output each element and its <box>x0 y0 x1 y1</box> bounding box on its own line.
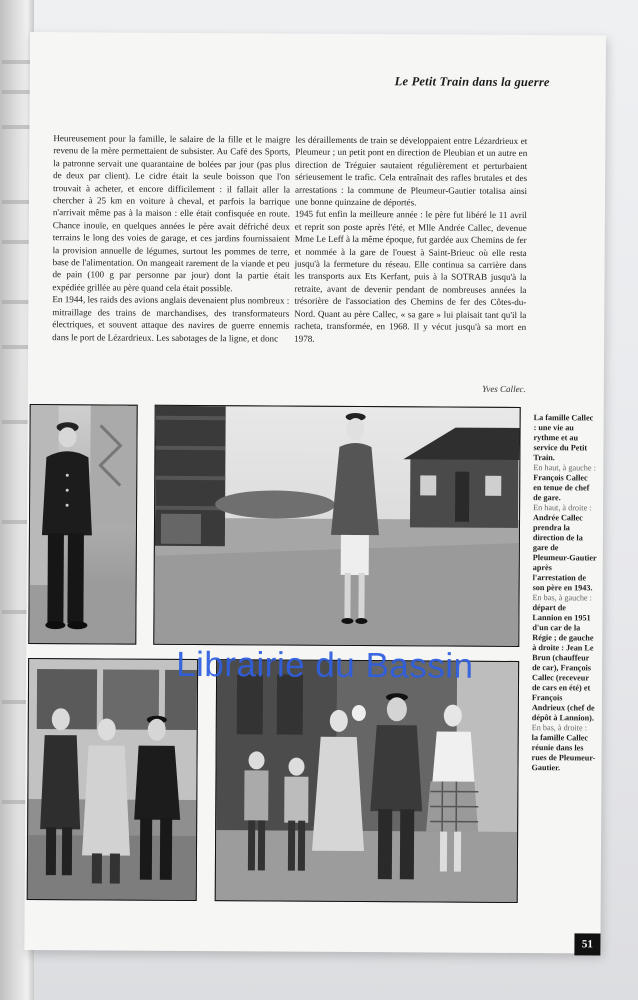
photo-bus-departure <box>27 658 198 901</box>
paragraph: En 1944, les raids des avions anglais devenaient plus nombreux : mitraillage des trains de marchandises, des transformateurs électriques, et souvent attaque des navires de guerre ennemis dans le port de Lézardrieux. Les sabotages de la ligne, et donc <box>52 294 290 344</box>
caption-line: En haut, à droite : <box>533 503 592 513</box>
caption-line: la famille Callec réunie dans les rues de Pleumeur-Gautier. <box>531 733 596 773</box>
page-number: 51 <box>574 933 600 955</box>
caption-line: Andrée Callec prendra la direction de la gare de Pleumeur-Gautier après l'arrestation de son père en 1943. <box>532 513 597 593</box>
caption-line: En haut, à gauche : <box>533 463 596 473</box>
paragraph: 1945 fut enfin la meilleure année : le père fut libéré le 11 avril et reprit son poste après l'été, et Mlle Andrée Callec, devenue Mme Le Leff à la même époque, fut gardée aux Chemins de fer et nommée à la gare de l'ouest à Saint-Brieuc où elle resta jusqu'à la fermeture du réseau. Elle continua sa carrière dans les transports aux Ets Kerfant, puis à la SOTRAB jusqu'à la retraite, avant de devenir pendant de nombreuses années la trésorière de l'association des Chemins de fer des Côtes-du-Nord. Quant au père Callec, « sa gare » lui plaisait tant qu'il la racheta, transformée, en 1968. Il y vécut jusqu'à sa mort en 1978. <box>294 209 527 344</box>
caption-line: En bas, à droite : <box>531 723 588 733</box>
photo-andree-at-station <box>153 405 520 647</box>
caption-line: François Callec en tenue de chef de gare. <box>533 473 590 503</box>
caption-line: La famille Callec : une vie au rythme et au service du Petit Train. <box>533 413 594 463</box>
running-head: Le Petit Train dans la guerre <box>394 74 550 90</box>
paragraph: Heureusement pour la famille, le salaire de la fille et le maigre revenu de la mère permettaient de subsister. Au Café des Sports, la patronne servait une quarantaine de bolées par jour (pas plus de deux par client). Le cidre était la seule boisson que l'on trouvait à acheter, et encore difficilement : il fallait aller la chercher à 25 km en voiture à cheval, et parfois la barrique n'arrivait même pas à la maison : elle était confisquée en route. Chance inouïe, en quelques années le père avait défriché deux terrains le long des voies de garage, et ces jardins fournissaient la provision annuelle de légumes, surtout les pommes de terre, base de l'alimentation. On mangeait rarement de la viande et peu de pain (100 g par personne par jour) dont la partie était expédiée grillée au père quand cela était possible. <box>52 133 291 294</box>
author-signature: Yves Callec. <box>482 383 526 395</box>
paragraph: les déraillements de train se développaient entre Lézardrieux et Pleumeur ; un petit pont en direction de Pleubian et un autre en direction de Tréguier sautaient régulièrement et perturbaient sérieusement le trafic. Cela entraînait des rafles brutales et des arrestations : la commune de Pleumeur-Gautier totalisa ainsi une bonne quinzaine de déportés. <box>294 134 528 208</box>
article-column-right <box>294 134 527 346</box>
photo-caption <box>531 413 597 773</box>
caption-line: départ de Lannion en 1951 d'un car de la Régie ; de gauche à droite : Jean Le Brun (chauffeur de car), François Callec (receveur de cars en été) et François Andrieux (chef de dépôt à Lannion). <box>531 603 595 723</box>
watermark: Librairie du Bassin <box>176 644 474 686</box>
photo-station-master <box>28 404 137 645</box>
caption-line: En bas, à gauche : <box>532 593 592 603</box>
magazine-page <box>24 32 606 954</box>
photo-callec-family <box>215 659 519 903</box>
article-column-left <box>52 132 290 344</box>
